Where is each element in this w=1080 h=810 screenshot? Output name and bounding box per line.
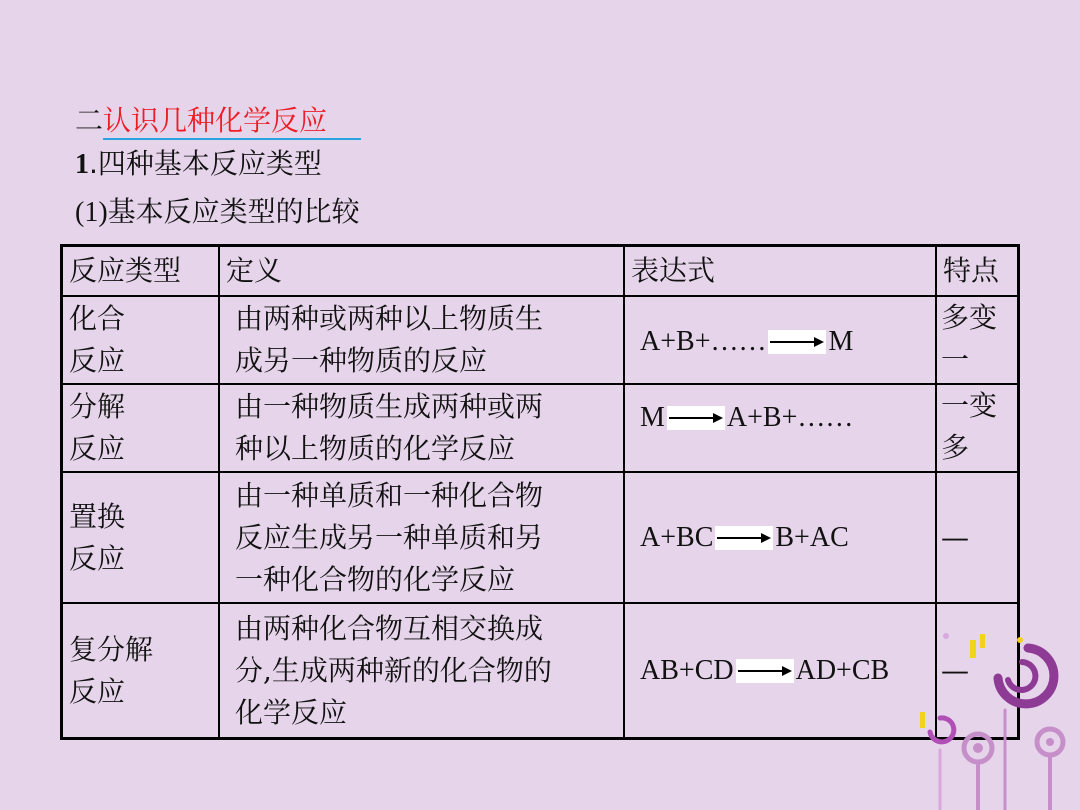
subheading-text: 基本反应类型的比较 bbox=[107, 195, 360, 228]
subheading-prefix: (1) bbox=[75, 197, 108, 228]
feature-line: 一变 bbox=[941, 389, 998, 422]
row-feature bbox=[937, 385, 1017, 471]
row-expression bbox=[625, 297, 935, 383]
row-definition bbox=[220, 297, 623, 383]
type-line: 复分解 bbox=[69, 632, 154, 666]
definition-line: 成另一种物质的反应 bbox=[235, 344, 488, 377]
row-definition bbox=[220, 385, 623, 471]
reaction-types-table bbox=[60, 244, 1020, 740]
header-definition: 定义 bbox=[226, 254, 283, 287]
section-heading bbox=[75, 104, 361, 138]
section-number: 二 bbox=[75, 104, 104, 137]
feature-line: 多变 bbox=[941, 301, 998, 334]
definition-line: 由两种或两种以上物质生 bbox=[235, 302, 544, 335]
subheading-comparison bbox=[75, 195, 360, 230]
feature-line: 一 bbox=[941, 343, 970, 376]
section-title: 认识几种化学反应 bbox=[103, 104, 361, 140]
feature-line: — bbox=[941, 653, 969, 687]
feature-line: — bbox=[941, 520, 969, 554]
expression-products: M bbox=[828, 326, 854, 357]
row-type-decomposition bbox=[63, 385, 218, 471]
type-line: 反应 bbox=[69, 674, 126, 708]
expression-products: A+B+…… bbox=[726, 402, 854, 433]
row-definition bbox=[220, 473, 623, 602]
row-feature bbox=[937, 473, 1017, 602]
row-expression bbox=[625, 473, 935, 602]
row-type-combination bbox=[63, 297, 218, 383]
subheading-text: .四种基本反应类型 bbox=[89, 147, 322, 180]
definition-line: 一种化合物的化学反应 bbox=[235, 562, 516, 596]
decorative-swirl-graphic bbox=[910, 600, 1080, 810]
expression-reactants: AB+CD bbox=[640, 654, 734, 686]
header-type: 反应类型 bbox=[69, 254, 182, 287]
row-type-displacement bbox=[63, 473, 218, 602]
header-expression: 表达式 bbox=[631, 254, 716, 287]
reaction-arrow-icon bbox=[768, 330, 826, 354]
subheading-number: 1 bbox=[75, 149, 89, 180]
expression-products: AD+CB bbox=[795, 654, 890, 686]
row-feature bbox=[937, 297, 1017, 383]
type-line: 反应 bbox=[69, 344, 126, 377]
reaction-arrow-icon bbox=[667, 406, 725, 430]
header-feature: 特点 bbox=[943, 254, 1000, 287]
row-expression bbox=[625, 604, 935, 737]
feature-line: 多 bbox=[941, 431, 970, 464]
definition-line: 反应生成另一种单质和另 bbox=[235, 520, 544, 554]
row-expression bbox=[625, 385, 935, 471]
type-line: 化合 bbox=[69, 302, 126, 335]
definition-line: 分,生成两种新的化合物的 bbox=[235, 653, 552, 687]
definition-line: 由两种化合物互相交换成 bbox=[235, 611, 544, 645]
reaction-arrow-icon bbox=[736, 659, 794, 683]
row-type-double-decomposition bbox=[63, 604, 218, 737]
definition-line: 由一种单质和一种化合物 bbox=[235, 478, 544, 512]
expression-reactants: A+BC bbox=[640, 521, 714, 553]
definition-line: 化学反应 bbox=[235, 695, 348, 729]
subheading-basic-types bbox=[75, 147, 322, 182]
expression-reactants: M bbox=[640, 402, 665, 433]
expression-reactants: A+B+…… bbox=[640, 326, 767, 357]
definition-line: 种以上物质的化学反应 bbox=[235, 432, 516, 465]
type-line: 反应 bbox=[69, 432, 126, 465]
reaction-arrow-icon bbox=[715, 526, 773, 550]
type-line: 分解 bbox=[69, 390, 126, 423]
definition-line: 由一种物质生成两种或两 bbox=[235, 390, 544, 423]
type-line: 反应 bbox=[69, 541, 126, 575]
expression-products: B+AC bbox=[775, 521, 849, 553]
type-line: 置换 bbox=[69, 499, 126, 533]
row-definition bbox=[220, 604, 623, 737]
